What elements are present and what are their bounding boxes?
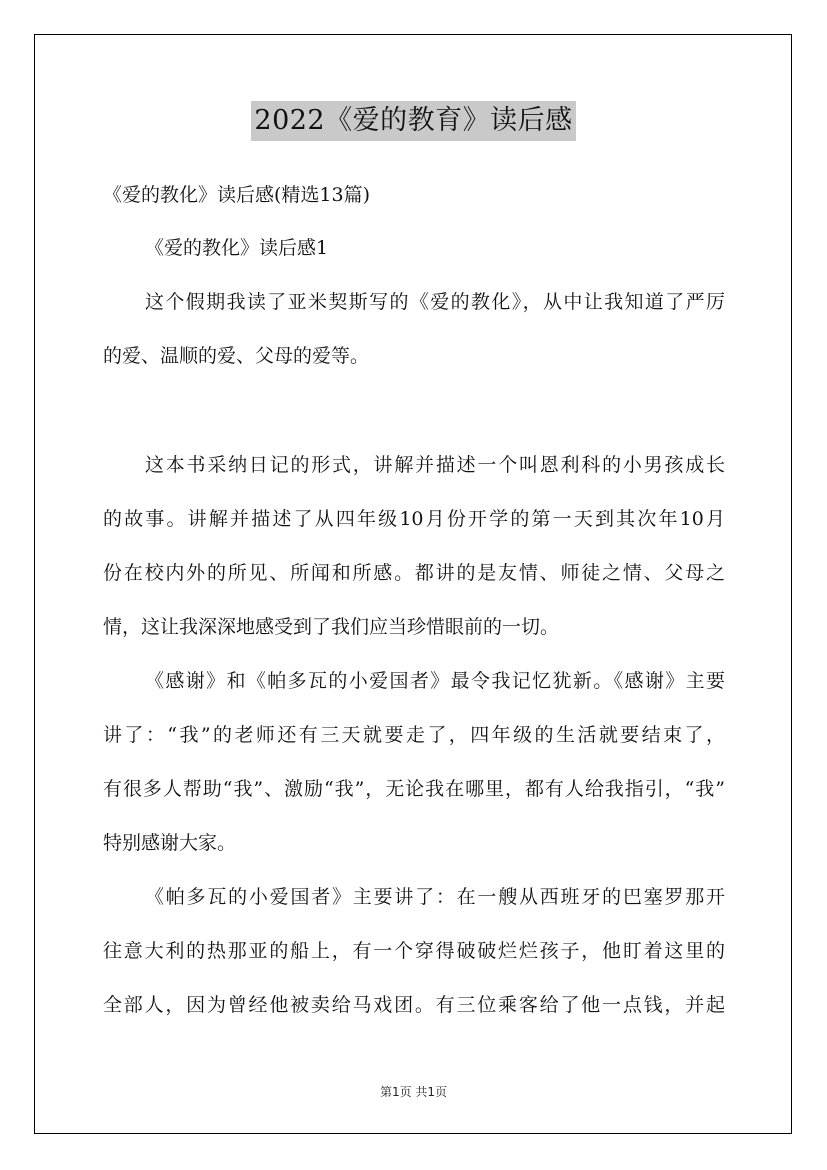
document-title: 2022《爱的教育》读后感 — [251, 101, 575, 141]
paragraph-line: 《帕多瓦的小爱国者》主要讲了：在一艘从西班牙的巴塞罗那开 — [145, 886, 725, 908]
paragraph-line: 的爱、温顺的爱、父母的爱等。 — [103, 345, 370, 367]
paragraph-line: 特别感谢大家。 — [103, 832, 237, 854]
section-heading: 《爱的教化》读后感1 — [145, 237, 329, 259]
paragraph-line: 全部人，因为曾经他被卖给马戏团。有三位乘客给了他一点钱，并起 — [103, 994, 725, 1016]
document-subtitle: 《爱的教化》读后感(精选13篇) — [103, 184, 371, 206]
paragraph-line: 有很多人帮助“我”、激励“我”，无论我在哪里，都有人给我指引，“我” — [103, 778, 725, 800]
paragraph-line: 的故事。讲解并描述了从四年级10月份开学的第一天到其次年10月 — [103, 508, 725, 530]
paragraph-line: 情，这让我深深地感受到了我们应当珍惜眼前的一切。 — [103, 616, 560, 638]
page-footer: 第1页 共1页 — [379, 1085, 448, 1099]
paragraph-line: 往意大利的热那亚的船上，有一个穿得破破烂烂孩子，他盯着这里的 — [103, 940, 725, 962]
paragraph-line: 这个假期我读了亚米契斯写的《爱的教化》，从中让我知道了严厉 — [145, 291, 725, 313]
paragraph-line: 《感谢》和《帕多瓦的小爱国者》最令我记忆犹新。《感谢》主要 — [145, 670, 725, 692]
paragraph-line: 讲了：“我”的老师还有三天就要走了，四年级的生活就要结束了， — [103, 724, 725, 746]
paragraph-line: 这本书采纳日记的形式，讲解并描述一个叫恩利科的小男孩成长 — [145, 454, 725, 476]
title-container — [0, 101, 827, 141]
paragraph-line: 份在校内外的所见、所闻和所感。都讲的是友情、师徒之情、父母之 — [103, 562, 725, 584]
